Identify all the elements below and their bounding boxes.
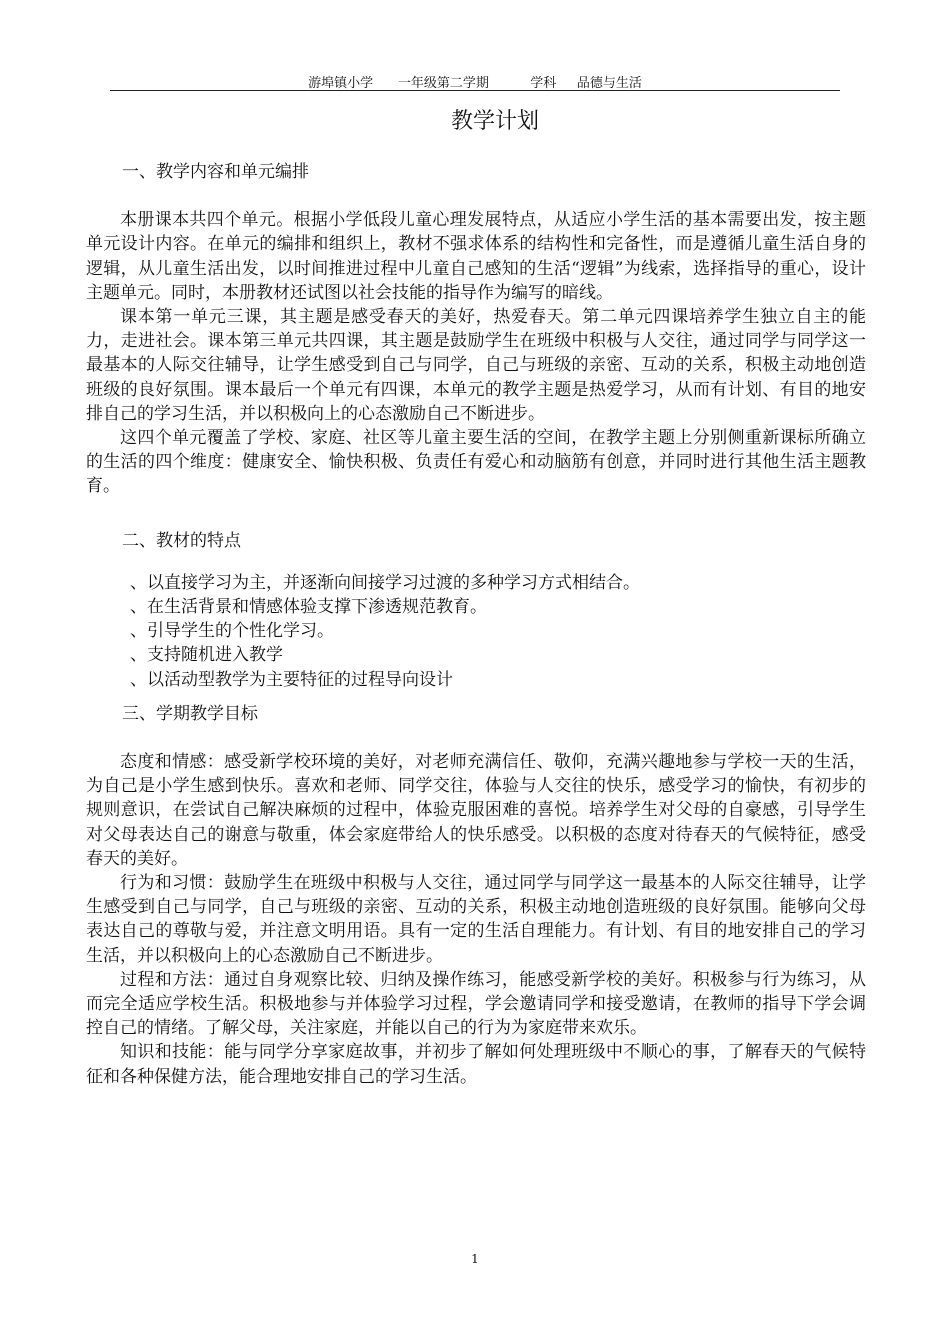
section-3-paragraph-4: 知识和技能：能与同学分享家庭故事，并初步了解如何处理班级中不顺心的事，了解春天的气候特征和各种保健方法，能合理地安排自己的学习生活。 — [86, 1042, 866, 1087]
list-item: 、以直接学习为主，并逐渐向间接学习过渡的多种学习方式相结合。 — [130, 572, 640, 593]
document-body — [86, 160, 866, 1089]
section-3-paragraph-2: 行为和习惯：鼓励学生在班级中积极与人交往，通过同学与同学这一最基本的人际交往辅导，让学生感受到自己与同学，自己与班级的亲密、互动的关系，积极主动地创造班级的良好氛围。能够向父母表达自己的尊敬与爱，并注意文明用语。具有一定的生活自理能力。有计划、有目的地安排自己的学习生活，并以积极向上的心态激励自己不断进步。 — [86, 873, 866, 966]
running-header: 游埠镇小学 一年级第二学期 学科 品德与生活 — [308, 76, 642, 91]
list-item: 、引导学生的个性化学习。 — [130, 621, 334, 642]
header-rule — [110, 90, 840, 91]
page-number: 1 — [471, 1252, 479, 1266]
section-1-paragraph-1: 本册课本共四个单元。根据小学低段儿童心理发展特点，从适应小学生活的基本需要出发，按主题单元设计内容。在单元的编排和组织上，教材不强求体系的结构性和完备性，而是遵循儿童生活自身的逻辑，从儿童生活出发，以时间推进过程中儿童自己感知的生活“逻辑”为线索，选择指导的重心，设计主题单元。同时，本册教材还试图以社会技能的指导作为编写的暗线。 — [86, 210, 866, 303]
document-title: 教学计划 — [450, 109, 539, 134]
section-1-paragraph-3: 这四个单元覆盖了学校、家庭、社区等儿童主要生活的空间，在教学主题上分别侧重新课标所确立的生活的四个维度：健康安全、愉快积极、负责任有爱心和动脑筋有创意，并同时进行其他生活主题教育。 — [86, 428, 866, 497]
section-1-paragraph-2: 课本第一单元三课，其主题是感受春天的美好，热爱春天。第二单元四课培养学生独立自主的能力，走进社会。课本第三单元共四课，其主题是鼓励学生在班级中积极与人交往，通过同学与同学这一最基本的人际交往辅导，让学生感受到自己与同学，自己与班级的亲密、互动的关系，积极主动地创造班级的良好氛围。课本最后一个单元有四课，本单元的教学主题是热爱学习，从而有计划、有目的地安排自己的学习生活，并以积极向上的心态激励自己不断进步。 — [86, 307, 866, 424]
section-3-paragraph-3: 过程和方法：通过自身观察比较、归纳及操作练习，能感受新学校的美好。积极参与行为练习，从而完全适应学校生活。积极地参与并体验学习过程，学会邀请同学和接受邀请，在教师的指导下学会调控自己的情绪。了解父母，关注家庭，并能以自己的行为为家庭带来欢乐。 — [86, 969, 866, 1039]
section-heading-1: 一、教学内容和单元编排 — [122, 162, 309, 182]
list-item: 、在生活背景和情感体验支撑下渗透规范教育。 — [130, 597, 487, 618]
list-item: 、支持随机进入教学 — [130, 645, 283, 666]
feature-list — [86, 571, 866, 692]
section-heading-2: 二、教材的特点 — [122, 530, 241, 551]
list-item: 、以活动型教学为主要特征的过程导向设计 — [130, 669, 453, 690]
section-3-paragraph-1: 态度和情感：感受新学校环境的美好，对老师充满信任、敬仰，充满兴趣地参与学校一天的生活，为自己是小学生感到快乐。喜欢和老师、同学交往，体验与人交往的快乐，感受学习的愉快，有初步的规则意识，在尝试自己解决麻烦的过程中，体验克服困难的喜悦。培养学生对父母的自豪感，引导学生对父母表达自己的谢意与敬重，体会家庭带给人的快乐感受。以积极的态度对待春天的气候特征，感受春天的美好。 — [86, 752, 866, 869]
section-heading-3: 三、学期教学目标 — [122, 703, 258, 724]
